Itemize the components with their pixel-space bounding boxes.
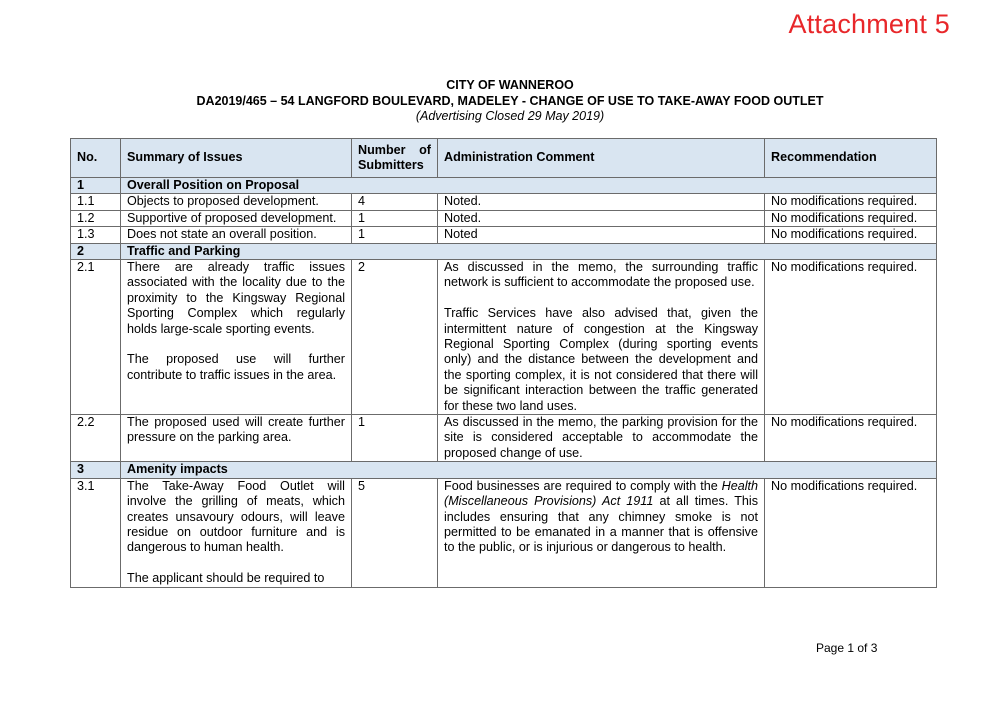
row-comment (438, 260, 765, 415)
row-submitters: 5 (352, 478, 438, 587)
row-no: 3.1 (71, 478, 121, 587)
act-name: Health (Miscellaneous Provisions) Act 1911 (444, 478, 758, 509)
row-submitters: 4 (352, 194, 438, 210)
section-title: Overall Position on Proposal (121, 178, 937, 194)
col-header-submitters (352, 139, 438, 178)
section-no: 2 (71, 243, 121, 259)
row-submitters: 1 (352, 227, 438, 243)
issue-paragraph: There are already traffic issues associated with the locality due to the proximity to the Kingsway Regional Sporting Complex which regularly holds large-scale sporting events. (127, 260, 345, 336)
row-no: 1.2 (71, 210, 121, 226)
row-issue (121, 260, 352, 415)
row-no: 2.2 (71, 415, 121, 462)
table-row (71, 478, 937, 587)
row-comment: Noted. (438, 194, 765, 210)
row-comment: Noted. (438, 210, 765, 226)
issue-paragraph: The proposed use will further contribute to traffic issues in the area. (127, 352, 345, 382)
document-header (70, 78, 950, 125)
col-header-comment: Administration Comment (438, 139, 765, 178)
comment-text-before: Food businesses are required to comply with the (444, 478, 722, 493)
document-subtitle: (Advertising Closed 29 May 2019) (415, 109, 605, 123)
row-issue: Does not state an overall position. (121, 227, 352, 243)
row-submitters: 1 (352, 415, 438, 462)
comment-paragraph: As discussed in the memo, the surrounding traffic network is sufficient to accommodate the proposed use. (444, 260, 758, 290)
row-no: 1.3 (71, 227, 121, 243)
row-recommendation: No modifications required. (765, 194, 937, 210)
table-row (71, 210, 937, 226)
row-comment (438, 478, 765, 587)
document-title: DA2019/465 – 54 LANGFORD BOULEVARD, MADELEY - CHANGE OF USE TO TAKE-AWAY FOOD OUTLET (196, 93, 824, 108)
col-header-no: No. (71, 139, 121, 178)
row-recommendation: No modifications required. (765, 260, 937, 415)
comment-paragraph: Traffic Services have also advised that, given the intermittent nature of congestion at the Kingsway Regional Sporting Complex (during sporting events only) and the distance between the development and the sporting complex, it is not considered that there will be significant interaction between the traffic generated for these two land uses. (444, 306, 758, 413)
section-no: 1 (71, 178, 121, 194)
table-header-row (71, 139, 937, 178)
section-row (71, 462, 937, 478)
col-header-recommendation: Recommendation (765, 139, 937, 178)
row-issue: Supportive of proposed development. (121, 210, 352, 226)
row-recommendation: No modifications required. (765, 415, 937, 462)
submitters-header-line1: Number of (358, 142, 431, 157)
section-row (71, 243, 937, 259)
org-name: CITY OF WANNEROO (446, 78, 574, 92)
row-submitters: 2 (352, 260, 438, 415)
row-comment: Noted (438, 227, 765, 243)
table-row (71, 194, 937, 210)
section-no: 3 (71, 462, 121, 478)
table-row (71, 260, 937, 415)
comment-text-after: at all times. This includes ensuring that any chimney smoke is not permitted to be emanated in a manner that is offensive to the public, or is injurious or dangerous to health. (444, 494, 758, 555)
section-title: Amenity impacts (121, 462, 937, 478)
row-no: 1.1 (71, 194, 121, 210)
attachment-label: Attachment 5 (788, 9, 950, 39)
issue-paragraph: The Take-Away Food Outlet will involve the grilling of meats, which creates unsavoury odours, will leave residue on outdoor furniture and is dangerous to human health. (127, 478, 345, 555)
row-issue: Objects to proposed development. (121, 194, 352, 210)
row-recommendation: No modifications required. (765, 210, 937, 226)
section-title: Traffic and Parking (121, 243, 937, 259)
row-recommendation: No modifications required. (765, 478, 937, 587)
row-no: 2.1 (71, 260, 121, 415)
row-submitters: 1 (352, 210, 438, 226)
row-issue (121, 478, 352, 587)
page-number: Page 1 of 3 (816, 641, 878, 655)
table-row (71, 227, 937, 243)
issue-paragraph: The applicant should be required to (127, 571, 325, 586)
col-header-summary: Summary of Issues (121, 139, 352, 178)
section-row (71, 178, 937, 194)
submitters-header-line2: Submitters (358, 158, 424, 172)
submissions-table (70, 138, 937, 588)
row-recommendation: No modifications required. (765, 227, 937, 243)
table-row (71, 415, 937, 462)
row-issue: The proposed used will create further pressure on the parking area. (121, 415, 352, 462)
row-comment: As discussed in the memo, the parking provision for the site is considered acceptable to accommodate the proposed change of use. (438, 415, 765, 462)
